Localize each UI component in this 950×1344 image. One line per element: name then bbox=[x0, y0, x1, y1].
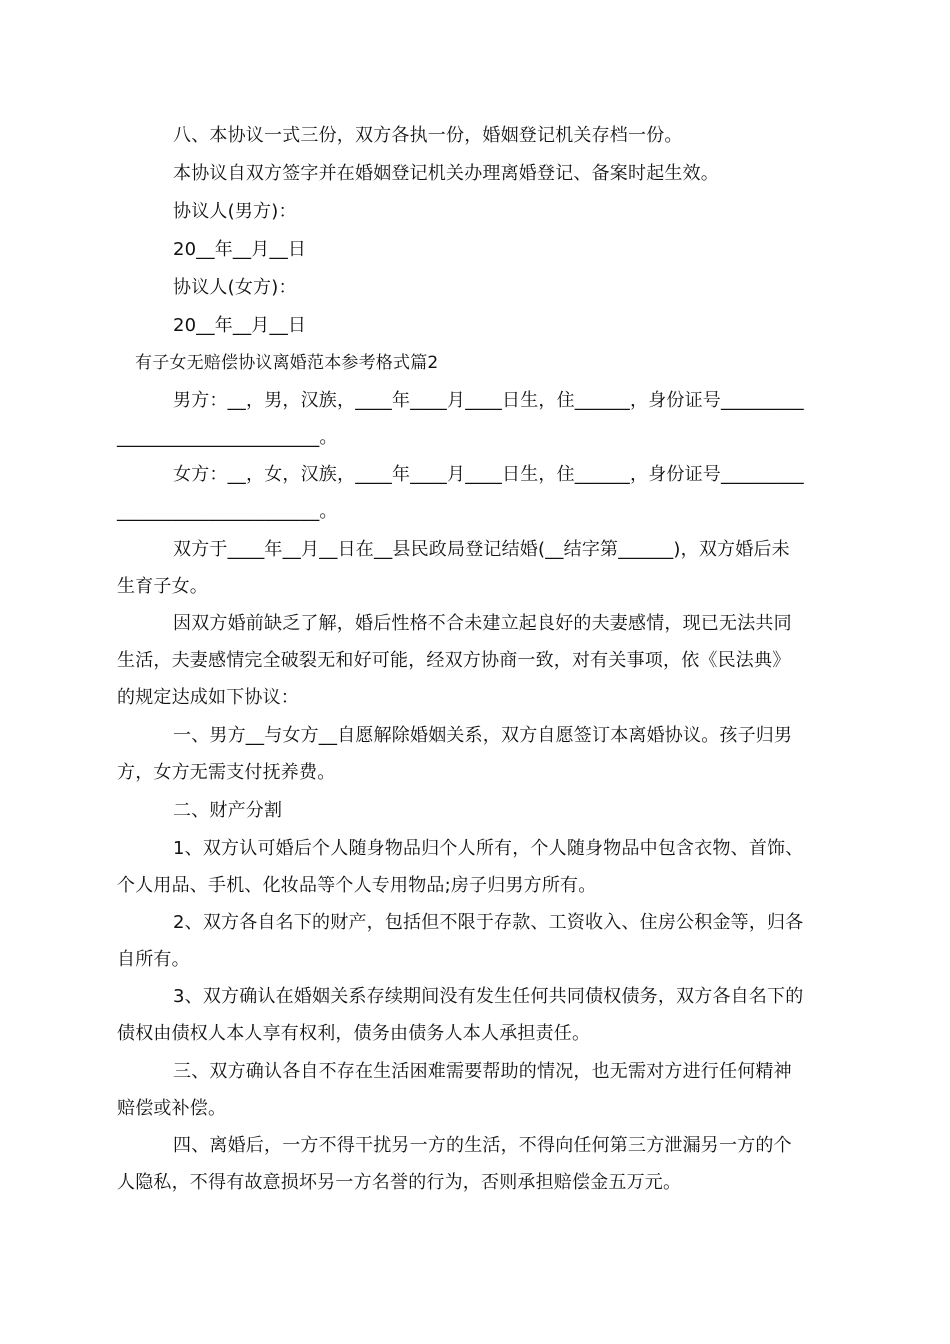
signer-male-label: 协议人(男方)： bbox=[173, 201, 297, 222]
clause-2-heading: 二、财产分割 bbox=[173, 800, 283, 821]
effective-clause: 本协议自双方签字并在婚姻登记机关办理离婚登记、备案时起生效。 bbox=[173, 163, 719, 184]
signer-female-date: 20__年__月__日 bbox=[173, 315, 307, 336]
property-1-line-1: 1、双方认可婚后个人随身物品归个人所有，个人随身物品中包含衣物、首饰、 bbox=[173, 838, 804, 859]
property-2-line-2: 自所有。 bbox=[117, 949, 190, 970]
female-info-line-1: 女方：__，女，汉族，____年____月____日生，住______，身份证号_________ bbox=[173, 464, 804, 485]
clause-1-line-2: 方，女方无需支付抚养费。 bbox=[117, 762, 336, 783]
clause-4-line-1: 四、离婚后，一方不得干扰另一方的生活，不得向任何第三方泄漏另一方的个 bbox=[173, 1135, 792, 1156]
section-title: 有子女无赔偿协议离婚范本参考格式篇2 bbox=[135, 353, 439, 373]
property-1-line-2: 个人用品、手机、化妆品等个人专用物品;房子归男方所有。 bbox=[117, 875, 597, 896]
signer-male-date: 20__年__月__日 bbox=[173, 239, 307, 260]
clause-3-line-1: 三、双方确认各自不存在生活困难需要帮助的情况，也无需对方进行任何精神 bbox=[173, 1061, 792, 1082]
reason-line-1: 因双方婚前缺乏了解，婚后性格不合未建立起良好的夫妻感情，现已无法共同 bbox=[173, 613, 792, 634]
female-info-line-2: ______________________。 bbox=[117, 501, 338, 522]
clause-8: 八、本协议一式三份，双方各执一份，婚姻登记机关存档一份。 bbox=[173, 125, 683, 146]
clause-4-line-2: 人隐私，不得有故意损坏另一方名誉的行为，否则承担赔偿金五万元。 bbox=[117, 1172, 682, 1193]
property-3-line-1: 3、双方确认在婚姻关系存续期间没有发生任何共同债权债务，双方各自名下的 bbox=[173, 986, 804, 1007]
signer-female-label: 协议人(女方)： bbox=[173, 277, 297, 298]
clause-3-line-2: 赔偿或补偿。 bbox=[117, 1098, 227, 1119]
clause-1-line-1: 一、男方__与女方__自愿解除婚姻关系，双方自愿签订本离婚协议。孩子归男 bbox=[173, 725, 793, 746]
property-3-line-2: 债权由债权人本人享有权利，债务由债务人本人承担责任。 bbox=[117, 1023, 591, 1044]
reason-line-3: 的规定达成如下协议： bbox=[117, 687, 299, 708]
male-info-line-1: 男方：__，男，汉族，____年____月____日生，住______，身份证号_________ bbox=[173, 390, 804, 411]
property-2-line-1: 2、双方各自名下的财产，包括但不限于存款、工资收入、住房公积金等，归各 bbox=[173, 912, 804, 933]
marriage-info-line-1: 双方于____年__月__日在__县民政局登记结婚(__结字第______)，双方婚后未 bbox=[173, 539, 790, 560]
reason-line-2: 生活，夫妻感情完全破裂无和好可能，经双方协商一致，对有关事项，依《民法典》 bbox=[117, 650, 791, 671]
male-info-line-2: ______________________。 bbox=[117, 427, 338, 448]
marriage-info-line-2: 生育子女。 bbox=[117, 576, 208, 597]
